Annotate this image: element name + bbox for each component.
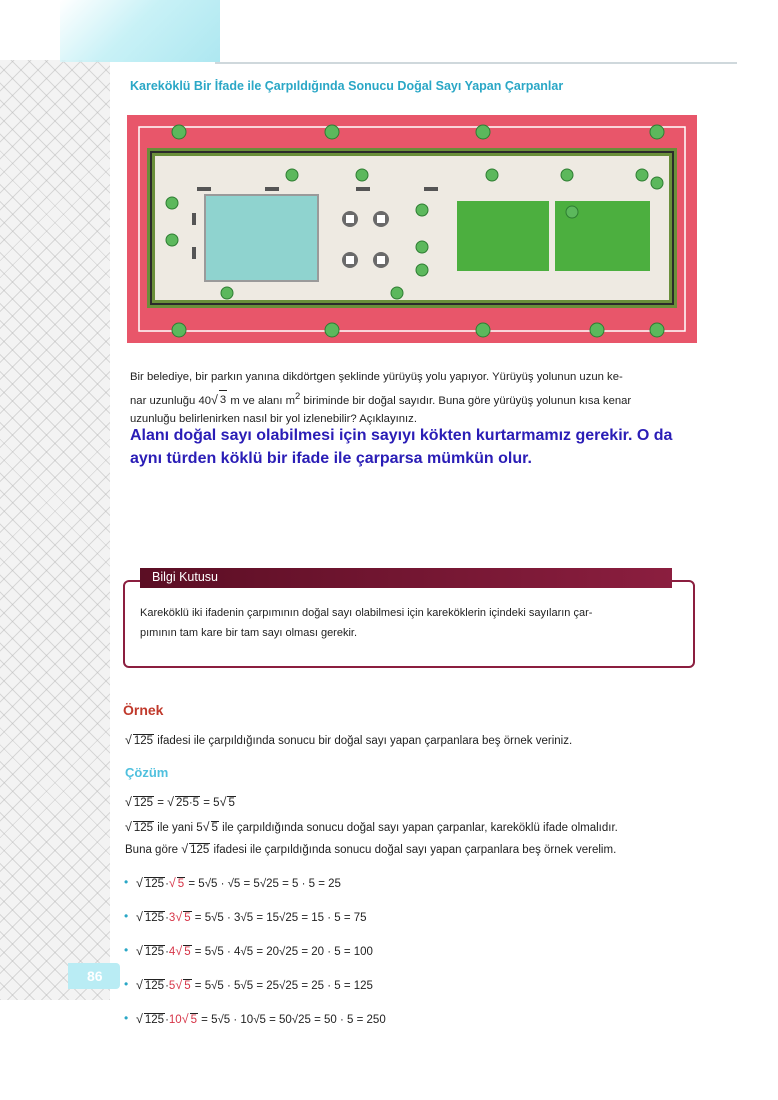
handwritten-answer: [130, 424, 730, 470]
example-equation-4: √ 125·5√ 5 = 5√5 · 5√5 = 25√25 = 25 · 5 = 125: [136, 978, 373, 992]
info-box-text: Kareköklü iki ifadenin çarpımının doğal sayı olabilmesi için kareköklerin içindeki sayıların çar- pımının tam kare bir tam sayı olması gerekir.: [140, 607, 593, 639]
bullet-icon: •: [124, 977, 129, 991]
bullet-icon: •: [124, 1011, 129, 1025]
decorative-lattice-margin: [0, 60, 110, 1000]
problem-line-1: Bir belediye, bir parkın yanına dikdörtgen şeklinde yürüyüş yolu yapıyor. Yürüyüş yolunun uzun ke-: [130, 371, 623, 383]
corner-accent: [60, 0, 220, 62]
problem-paragraph: [130, 368, 698, 428]
example-equation-2: √ 125·3√ 5 = 5√5 · 3√5 = 15√25 = 15 · 5 = 75: [136, 910, 367, 924]
problem-line-3: uzunluğu belirlenirken nasıl bir yol izlenebilir? Açıklayınız.: [130, 412, 417, 425]
handwritten-line-2: aynı türden köklü bir ifade ile çarparsa mümkün olur.: [130, 450, 532, 467]
problem-line-2: nar uzunluğu 40√ 3 m ve alanı $m^2$ biriminde bir doğal sayıdır. Buna göre yürüyüş yolunun kısa kenar: [130, 387, 698, 410]
park-illustration: [127, 115, 697, 343]
page-number: 86: [87, 968, 103, 984]
section-title: Kareköklü Bir İfade ile Çarpıldığında Sonucu Doğal Sayı Yapan Çarpanlar: [130, 79, 564, 93]
solution-step-3: Buna göre √ 125 ifadesi ile çarpıldığında sonucu doğal sayı yapan çarpanlara beş örnek verelim.: [125, 842, 617, 856]
handwritten-line-1: Alanı doğal sayı olabilmesi için sayıyı kökten kurtarmamız gerekir. O da: [130, 427, 673, 444]
info-box-title: Bilgi Kutusu: [152, 570, 219, 584]
bullet-icon: •: [124, 875, 129, 889]
bullet-icon: •: [124, 909, 129, 923]
solution-step-2: √ 125 ile yani 5√ 5 ile çarpıldığında sonucu doğal sayı yapan çarpanlar, kareköklü ifade olmalıdır.: [125, 820, 618, 834]
solution-step-1: √ 125 = √ 25·5 = 5√ 5: [125, 795, 235, 809]
example-equation-1: √ 125·√ 5 = 5√5 · √5 = 5√25 = 5 · 5 = 25: [136, 876, 341, 890]
bullet-icon: •: [124, 943, 129, 957]
example-label: Örnek: [123, 702, 164, 718]
example-equation-5: √ 125·10√ 5 = 5√5 · 10√5 = 50√25 = 50 · 5 = 250: [136, 1012, 386, 1026]
example-prompt: √ 125 ifadesi ile çarpıldığında sonucu bir doğal sayı yapan çarpanlara beş örnek veriniz.: [125, 733, 573, 747]
info-box-header: [140, 568, 672, 588]
header-rule: [215, 62, 737, 64]
solution-label: Çözüm: [125, 765, 169, 780]
example-equation-3: √ 125·4√ 5 = 5√5 · 4√5 = 20√25 = 20 · 5 = 100: [136, 944, 373, 958]
